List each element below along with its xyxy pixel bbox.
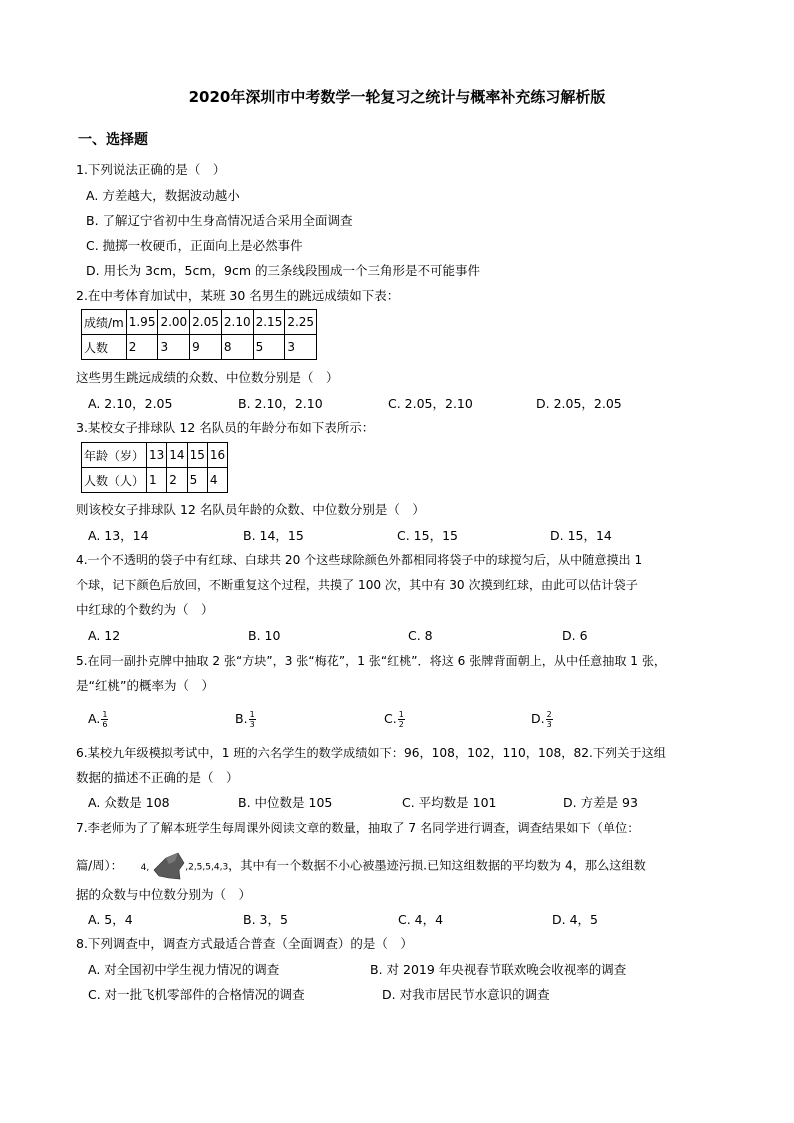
question-6-option-c: C. 平均数是 101 xyxy=(402,795,497,810)
fraction xyxy=(249,710,256,729)
table-row xyxy=(82,443,228,468)
table-cell: 人数 xyxy=(82,335,127,360)
table-cell: 5 xyxy=(253,335,285,360)
table-cell: 3 xyxy=(158,335,190,360)
question-4-line-3: 中红球的个数约为（ ） xyxy=(76,602,214,617)
table-cell: 1 xyxy=(147,468,167,493)
data-remaining-values: ,2,5,5,4,3 xyxy=(185,862,229,873)
table-cell: 成绩/m xyxy=(82,310,127,335)
question-5-option-b xyxy=(235,708,256,730)
question-1-option-c: C. 抛掷一枚硬币，正面向上是必然事件 xyxy=(86,238,303,253)
option-label: C. xyxy=(384,711,397,726)
question-7-option-b: B. 3，5 xyxy=(243,912,288,927)
table-cell: 人数（人） xyxy=(82,468,147,493)
question-2-option-a: A. 2.10，2.05 xyxy=(88,396,173,411)
question-7-line-2 xyxy=(76,852,646,880)
section-heading: 一、选择题 xyxy=(78,132,148,148)
question-6-line-2: 数据的描述不正确的是（ ） xyxy=(76,770,239,785)
question-3-option-d: D. 15，14 xyxy=(550,528,612,543)
ink-blot-image xyxy=(151,852,185,880)
question-6-option-a: A. 众数是 108 xyxy=(88,795,170,810)
question-4-option-a: A. 12 xyxy=(88,628,121,643)
table-cell: 4 xyxy=(207,468,227,493)
question-8-stem: 8.下列调查中，调查方式最适合普查（全面调查）的是（ ） xyxy=(76,936,413,951)
table-cell: 2 xyxy=(167,468,187,493)
question-6-option-d: D. 方差是 93 xyxy=(563,795,638,810)
fraction-numerator: 2 xyxy=(546,710,552,719)
question-8-option-d: D. 对我市居民节水意识的调查 xyxy=(382,987,550,1002)
question-7-line-2-text: ，其中有一个数据不小心被墨迹污损.已知这组数据的平均数为 4，那么这组数 xyxy=(228,858,646,873)
question-2-ask: 这些男生跳远成绩的众数、中位数分别是（ ） xyxy=(76,370,339,385)
fraction xyxy=(546,710,553,729)
table-cell: 5 xyxy=(187,468,207,493)
question-5-option-c xyxy=(384,708,405,730)
question-4-option-d: D. 6 xyxy=(562,628,588,643)
question-5-line-2: 是“红桃”的概率为（ ） xyxy=(76,678,214,693)
question-4-option-c: C. 8 xyxy=(408,628,433,643)
question-8-option-b: B. 对 2019 年央视春节联欢晚会收视率的调查 xyxy=(370,962,627,977)
option-label: A. xyxy=(88,711,101,726)
question-7-line-1: 7.李老师为了了解本班学生每周课外阅读文章的数量，抽取了 7 名同学进行调查，调查结果如下（单位： xyxy=(76,821,640,835)
question-1-option-b: B. 了解辽宁省初中生身高情况适合采用全面调查 xyxy=(86,213,353,228)
question-7-option-d: D. 4，5 xyxy=(552,912,598,927)
table-cell: 2 xyxy=(126,335,158,360)
table-cell: 2.10 xyxy=(221,310,253,335)
question-8-option-c: C. 对一批飞机零部件的合格情况的调查 xyxy=(88,987,305,1002)
question-2-option-c: C. 2.05，2.10 xyxy=(388,396,473,411)
fraction-denominator: 2 xyxy=(398,720,404,729)
table-cell: 13 xyxy=(147,443,167,468)
fraction-denominator: 3 xyxy=(249,720,255,729)
option-label: D. xyxy=(531,711,545,726)
fraction-numerator: 1 xyxy=(398,710,404,719)
age-distribution-table xyxy=(81,442,228,493)
question-2-stem: 2.在中考体育加试中，某班 30 名男生的跳远成绩如下表： xyxy=(76,288,400,303)
table-cell: 14 xyxy=(167,443,187,468)
option-label: B. xyxy=(235,711,248,726)
question-7-option-a: A. 5，4 xyxy=(88,912,133,927)
fraction-denominator: 3 xyxy=(546,720,552,729)
table-cell: 3 xyxy=(285,335,317,360)
question-1-option-a: A. 方差越大，数据波动越小 xyxy=(86,188,240,203)
question-1-option-d: D. 用长为 3cm，5cm，9cm 的三条线段围成一个三角形是不可能事件 xyxy=(86,263,481,278)
fraction xyxy=(101,710,108,729)
long-jump-table xyxy=(81,309,317,360)
table-row xyxy=(82,468,228,493)
fraction xyxy=(398,710,405,729)
table-cell: 1.95 xyxy=(126,310,158,335)
table-cell: 15 xyxy=(187,443,207,468)
table-cell: 9 xyxy=(190,335,222,360)
table-cell: 2.00 xyxy=(158,310,190,335)
question-4-line-2: 个球，记下颜色后放回，不断重复这个过程，共摸了 100 次，其中有 30 次摸到红球，由此可以估计袋子 xyxy=(76,578,638,592)
unit-label: 篇/周）： xyxy=(76,858,123,873)
question-3-option-a: A. 13，14 xyxy=(88,528,149,543)
question-8-option-a: A. 对全国初中学生视力情况的调查 xyxy=(88,962,280,977)
question-4-line-1: 4.一个不透明的袋子中有红球、白球共 20 个这些球除颜色外都相同将袋子中的球搅匀后，从中随意摸出 1 xyxy=(76,553,643,567)
table-cell: 16 xyxy=(207,443,227,468)
question-5-option-d xyxy=(531,708,553,730)
fraction-numerator: 1 xyxy=(249,710,255,719)
question-3-option-c: C. 15，15 xyxy=(397,528,458,543)
fraction-denominator: 6 xyxy=(102,720,108,729)
fraction-numerator: 1 xyxy=(102,710,108,719)
table-cell: 年龄（岁） xyxy=(82,443,147,468)
question-4-option-b: B. 10 xyxy=(248,628,281,643)
question-2-option-b: B. 2.10，2.10 xyxy=(238,396,323,411)
question-3-option-b: B. 14，15 xyxy=(243,528,304,543)
table-cell: 2.15 xyxy=(253,310,285,335)
question-6-option-b: B. 中位数是 105 xyxy=(238,795,333,810)
question-5-option-a xyxy=(88,708,108,730)
question-5-line-1: 5.在同一副扑克牌中抽取 2 张“方块”，3 张“梅花”，1 张“红桃”．将这 6 张牌背面朝上，从中任意抽取 1 张， xyxy=(76,654,667,668)
data-first-value: 4, xyxy=(140,862,150,873)
table-row xyxy=(82,335,317,360)
question-7-line-3: 据的众数与中位数分别为（ ） xyxy=(76,887,252,902)
table-cell: 8 xyxy=(221,335,253,360)
table-cell: 2.05 xyxy=(190,310,222,335)
question-6-line-1: 6.某校九年级模拟考试中，1 班的六名学生的数学成绩如下：96，108，102，110，108，82.下列关于这组 xyxy=(76,746,666,760)
document-title: 2020年深圳市中考数学一轮复习之统计与概率补充练习解析版 xyxy=(188,88,606,106)
question-1-stem: 1.下列说法正确的是（ ） xyxy=(76,162,226,177)
table-cell: 2.25 xyxy=(285,310,317,335)
question-2-option-d: D. 2.05，2.05 xyxy=(536,396,622,411)
question-7-option-c: C. 4，4 xyxy=(398,912,444,927)
question-3-stem: 3.某校女子排球队 12 名队员的年龄分布如下表所示： xyxy=(76,420,375,435)
table-row xyxy=(82,310,317,335)
question-3-ask: 则该校女子排球队 12 名队员年龄的众数、中位数分别是（ ） xyxy=(76,502,425,517)
